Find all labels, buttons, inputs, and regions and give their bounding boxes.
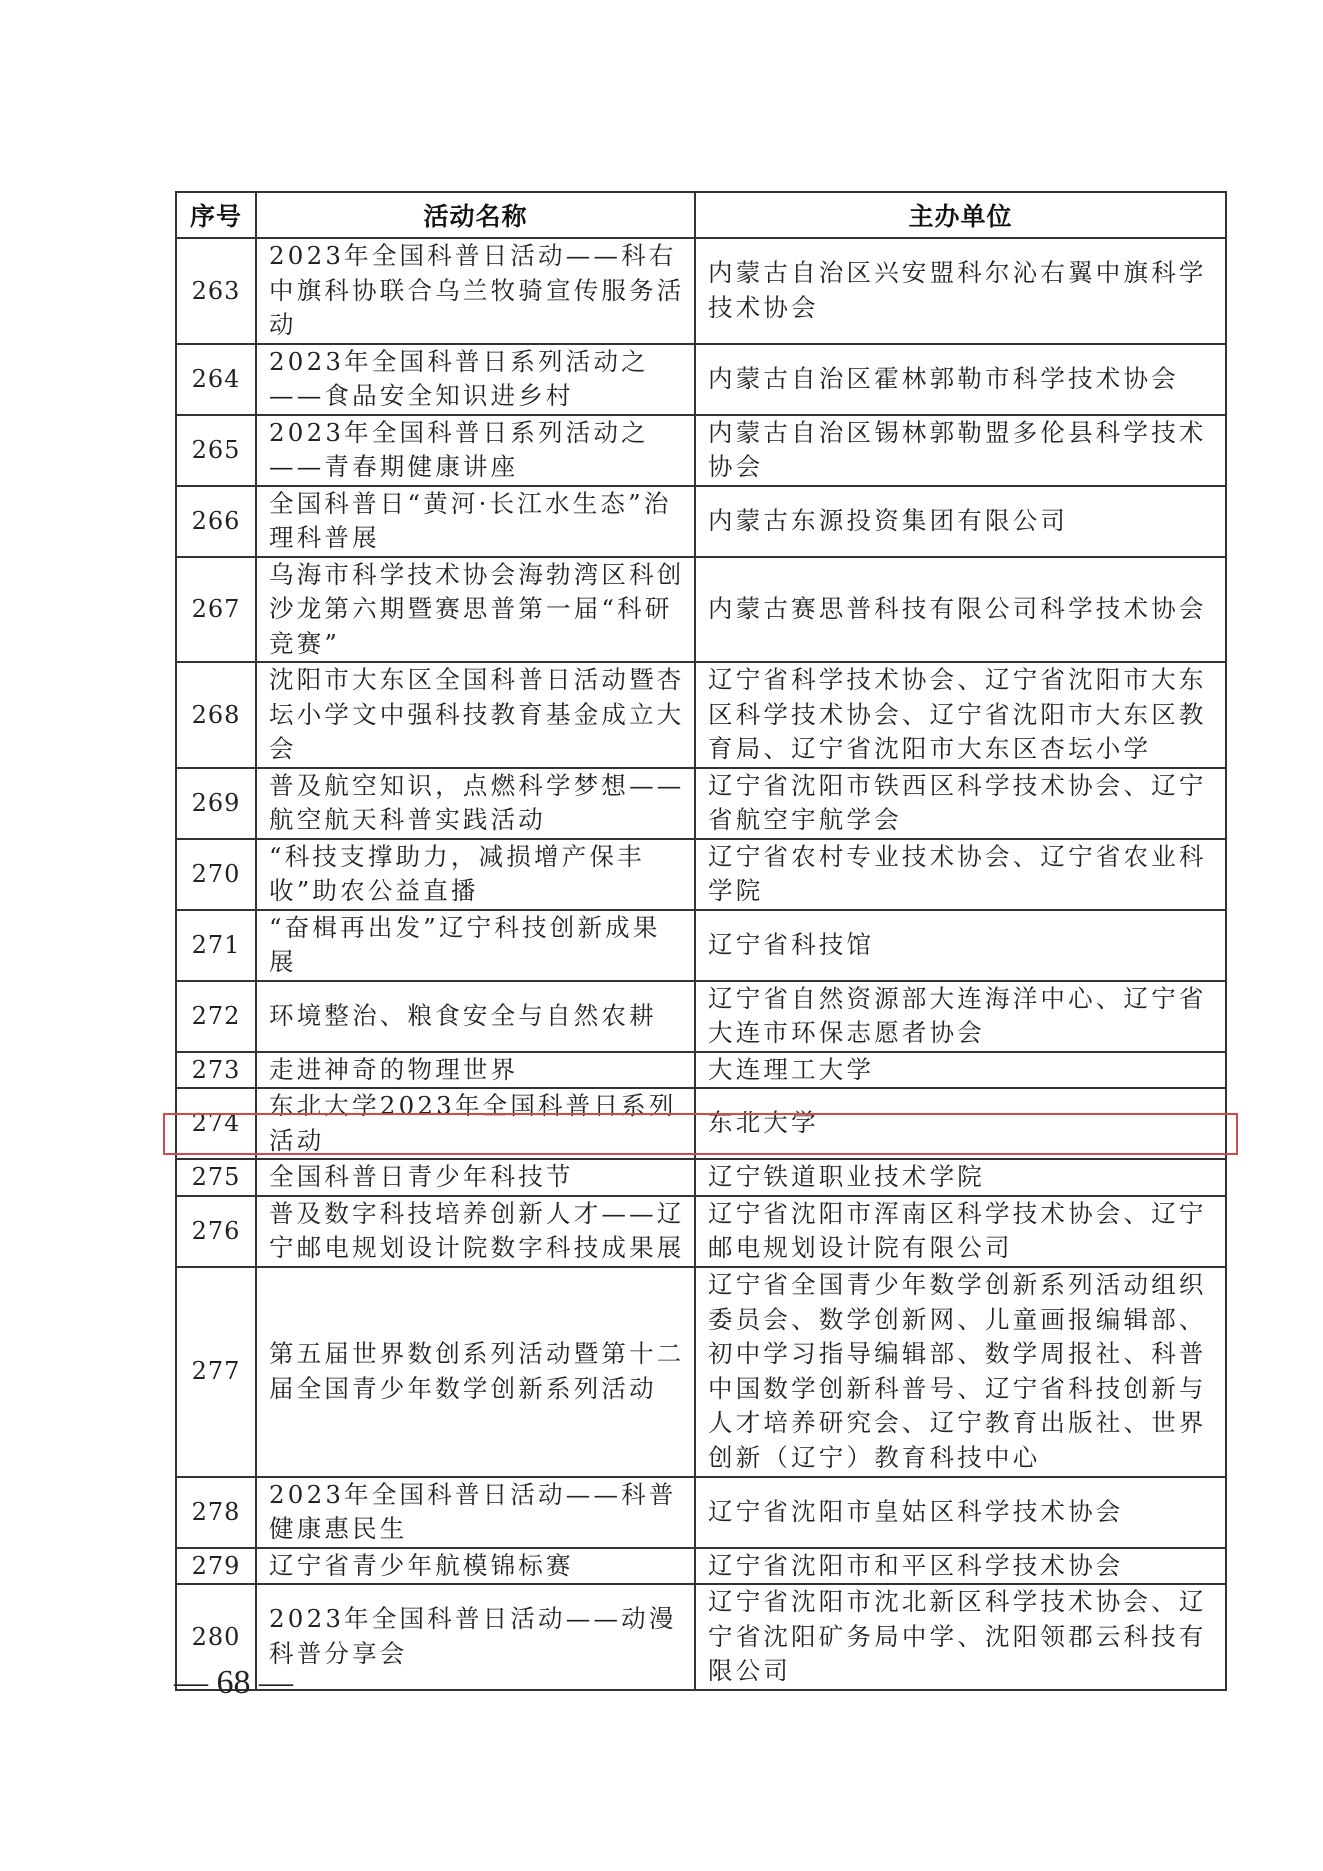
organizer-name: 辽宁省科技馆 xyxy=(695,910,1226,981)
row-number: 280 xyxy=(176,1584,256,1690)
activity-name: 辽宁省青少年航模锦标赛 xyxy=(256,1548,695,1585)
table-row xyxy=(176,1196,1226,1267)
activity-name: 沈阳市大东区全国科普日活动暨杏坛小学文中强科技教育基金成立大会 xyxy=(256,662,695,768)
activity-name: 2023年全国科普日系列活动之——青春期健康讲座 xyxy=(256,415,695,486)
organizer-name: 辽宁省农村专业技术协会、辽宁省农业科学院 xyxy=(695,839,1226,910)
row-number: 274 xyxy=(176,1088,256,1159)
organizer-name: 辽宁铁道职业技术学院 xyxy=(695,1159,1226,1196)
organizer-name: 内蒙古赛思普科技有限公司科学技术协会 xyxy=(695,557,1226,663)
page-number: — 68 — xyxy=(174,1664,293,1701)
activity-name: 环境整治、粮食安全与自然农耕 xyxy=(256,981,695,1052)
activity-name: “奋楫再出发”辽宁科技创新成果展 xyxy=(256,910,695,981)
activity-name: 2023年全国科普日活动——科普健康惠民生 xyxy=(256,1477,695,1548)
table-row xyxy=(176,1548,1226,1585)
table-row xyxy=(176,1052,1226,1089)
row-number: 270 xyxy=(176,839,256,910)
organizer-name: 辽宁省沈阳市铁西区科学技术协会、辽宁省航空宇航学会 xyxy=(695,768,1226,839)
row-number: 269 xyxy=(176,768,256,839)
row-number: 264 xyxy=(176,344,256,415)
organizer-name: 辽宁省沈阳市皇姑区科学技术协会 xyxy=(695,1477,1226,1548)
table-row xyxy=(176,1159,1226,1196)
organizer-name: 辽宁省沈阳市浑南区科学技术协会、辽宁邮电规划设计院有限公司 xyxy=(695,1196,1226,1267)
row-number: 268 xyxy=(176,662,256,768)
activity-name: 第五届世界数创系列活动暨第十二届全国青少年数学创新系列活动 xyxy=(256,1267,695,1477)
activity-name: 东北大学2023年全国科普日系列活动 xyxy=(256,1088,695,1159)
organizer-name: 东北大学 xyxy=(695,1088,1226,1159)
table-row xyxy=(176,910,1226,981)
table-row xyxy=(176,1088,1226,1159)
table-row xyxy=(176,557,1226,663)
table-body xyxy=(176,238,1226,1690)
activity-name: 2023年全国科普日系列活动之——食品安全知识进乡村 xyxy=(256,344,695,415)
table-row xyxy=(176,981,1226,1052)
activity-name: 普及航空知识，点燃科学梦想——航空航天科普实践活动 xyxy=(256,768,695,839)
header-organizer: 主办单位 xyxy=(695,192,1226,238)
header-number: 序号 xyxy=(176,192,256,238)
organizer-name: 内蒙古自治区锡林郭勒盟多伦县科学技术协会 xyxy=(695,415,1226,486)
row-number: 277 xyxy=(176,1267,256,1477)
table-row xyxy=(176,1584,1226,1690)
table-row xyxy=(176,238,1226,344)
organizer-name: 辽宁省科学技术协会、辽宁省沈阳市大东区科学技术协会、辽宁省沈阳市大东区教育局、辽宁省沈阳市大东区杏坛小学 xyxy=(695,662,1226,768)
organizer-name: 内蒙古东源投资集团有限公司 xyxy=(695,486,1226,557)
organizer-name: 辽宁省自然资源部大连海洋中心、辽宁省大连市环保志愿者协会 xyxy=(695,981,1226,1052)
table-header-row xyxy=(176,192,1226,238)
table-row xyxy=(176,662,1226,768)
row-number: 272 xyxy=(176,981,256,1052)
table-row xyxy=(176,486,1226,557)
activity-table xyxy=(175,191,1227,1691)
activity-name: 全国科普日“黄河·长江水生态”治理科普展 xyxy=(256,486,695,557)
activity-name: 走进神奇的物理世界 xyxy=(256,1052,695,1089)
row-number: 266 xyxy=(176,486,256,557)
activity-name: 普及数字科技培养创新人才——辽宁邮电规划设计院数字科技成果展 xyxy=(256,1196,695,1267)
table-row xyxy=(176,415,1226,486)
row-number: 271 xyxy=(176,910,256,981)
table-row xyxy=(176,1477,1226,1548)
header-activity-name: 活动名称 xyxy=(256,192,695,238)
row-number: 263 xyxy=(176,238,256,344)
activity-name: 全国科普日青少年科技节 xyxy=(256,1159,695,1196)
row-number: 267 xyxy=(176,557,256,663)
activity-name: 乌海市科学技术协会海勃湾区科创沙龙第六期暨赛思普第一届“科研竞赛” xyxy=(256,557,695,663)
table-row xyxy=(176,1267,1226,1477)
organizer-name: 辽宁省沈阳市和平区科学技术协会 xyxy=(695,1548,1226,1585)
row-number: 276 xyxy=(176,1196,256,1267)
organizer-name: 大连理工大学 xyxy=(695,1052,1226,1089)
table-row xyxy=(176,768,1226,839)
table-row xyxy=(176,839,1226,910)
row-number: 278 xyxy=(176,1477,256,1548)
row-number: 279 xyxy=(176,1548,256,1585)
organizer-name: 辽宁省全国青少年数学创新系列活动组织委员会、数学创新网、儿童画报编辑部、初中学习指导编辑部、数学周报社、科普中国数学创新科普号、辽宁省科技创新与人才培养研究会、辽宁教育出版社、世界创新（辽宁）教育科技中心 xyxy=(695,1267,1226,1477)
row-number: 265 xyxy=(176,415,256,486)
activity-name: 2023年全国科普日活动——科右中旗科协联合乌兰牧骑宣传服务活动 xyxy=(256,238,695,344)
row-number: 273 xyxy=(176,1052,256,1089)
table-row xyxy=(176,344,1226,415)
organizer-name: 内蒙古自治区兴安盟科尔沁右翼中旗科学技术协会 xyxy=(695,238,1226,344)
organizer-name: 辽宁省沈阳市沈北新区科学技术协会、辽宁省沈阳矿务局中学、沈阳领郡云科技有限公司 xyxy=(695,1584,1226,1690)
row-number: 275 xyxy=(176,1159,256,1196)
organizer-name: 内蒙古自治区霍林郭勒市科学技术协会 xyxy=(695,344,1226,415)
activity-name: “科技支撑助力，减损增产保丰收”助农公益直播 xyxy=(256,839,695,910)
activity-name: 2023年全国科普日活动——动漫科普分享会 xyxy=(256,1584,695,1690)
